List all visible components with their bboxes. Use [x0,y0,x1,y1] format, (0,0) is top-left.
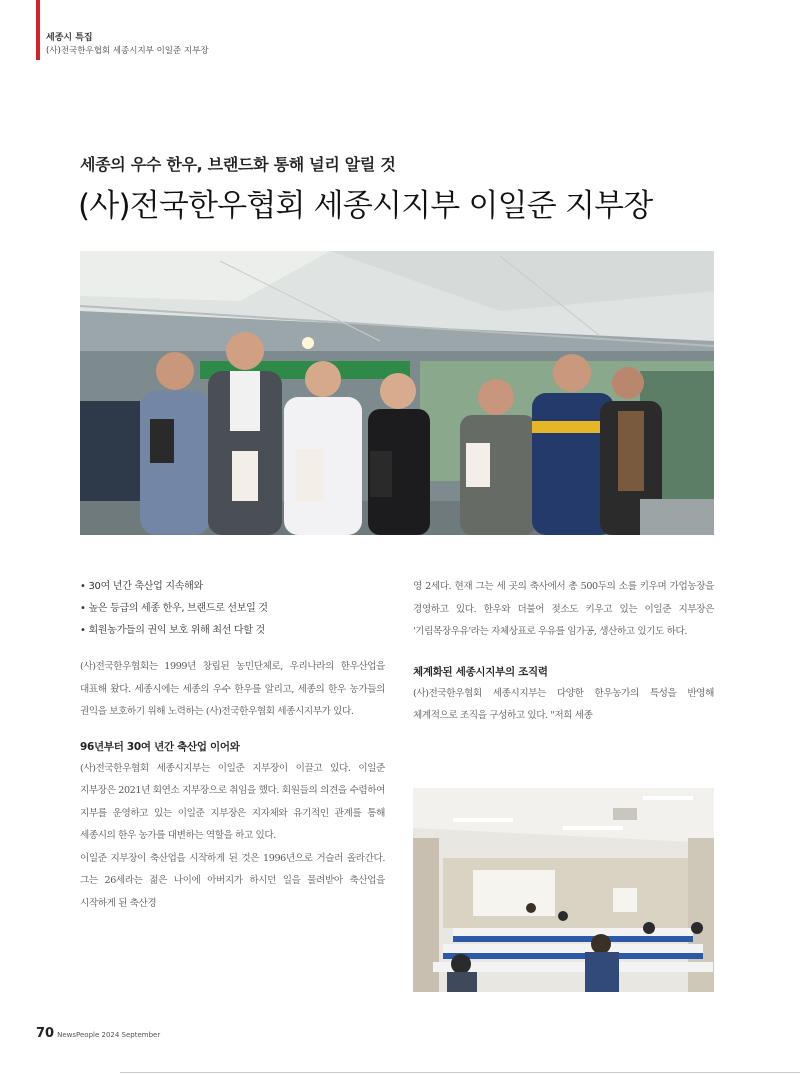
article-column-left [80,576,385,915]
section-sub-label: (사)전국한우협회 세종시지부 이일준 지부장 [46,46,209,56]
section1-paragraph-2: 이일준 지부장이 축산업을 시작하게 된 것은 1996년으로 거슬러 올라간다. 그는 26세라는 젊은 나이에 아버지가 하시던 일을 물려받아 축산업을 시작하게 된 축산경 [80,852,385,909]
intro-paragraph: (사)전국한우협회는 1999년 창립된 농민단체로, 우리나라의 한우산업을 대표해 왔다. 세종시에는 세종의 우수 한우를 알리고, 세종의 한우 농가들의 권익을 보호하기 위해 노력하는 (사)전국한우협회 세종시지부가 있다. [80,661,385,717]
article-subtitle: 세종의 우수 한우, 브랜드화 통해 널리 알릴 것 [80,155,396,174]
main-photo [80,251,714,535]
section1-paragraph-1: (사)전국한우협회 세종시지부는 이일준 지부장이 이끌고 있다. 이일준 지부장은 2021년 회연소 지부장으로 취임을 했다. 회원들의 의견을 수렴하여 지부를 운영하고 있는 이일준 지부장은 지자체와 유기적인 관계를 통해 세종시의 한우 농가를 대변하는 역할을 하고 있다. [80,762,385,841]
section2-paragraph-1: (사)전국한우협회 세종시지부는 다양한 한우농가의 특성을 반영해 체계적으로 조직을 구성하고 있다. "저희 세종 [413,687,714,721]
article-column-right [413,576,714,728]
page-footer [36,1026,160,1041]
section-label: 세종시 특집 [46,33,93,43]
key-points-list [80,576,385,642]
key-point: • 30여 년간 축산업 지속해와 [80,576,385,598]
section-accent-bar [36,0,40,60]
meeting-photo [413,788,714,992]
key-point: • 높은 등급의 세종 한우, 브랜드로 선보일 것 [80,598,385,620]
magazine-issue: NewsPeople 2024 September [57,1031,161,1039]
section-heading-2: 체계화된 세종시지부의 조직력 [413,665,548,678]
key-point: • 회원농가들의 권익 보호 위해 최선 다할 것 [80,620,385,642]
continued-paragraph: 영 2세다. 현재 그는 세 곳의 축사에서 총 500두의 소를 키우며 가업농장을 경영하고 있다. 한우와 더불어 젖소도 키우고 있는 이일준 지부장은 '기림목장우유'라는 자체상표로 우유를 임가공, 생산하고 있기도 하다. [413,581,714,637]
section-heading-1: 96년부터 30여 년간 축산업 이어와 [80,740,240,753]
footer-divider [120,1072,800,1073]
article-title: (사)전국한우협회 세종시지부 이일준 지부장 [78,188,653,224]
page-number: 70 [36,1026,55,1041]
